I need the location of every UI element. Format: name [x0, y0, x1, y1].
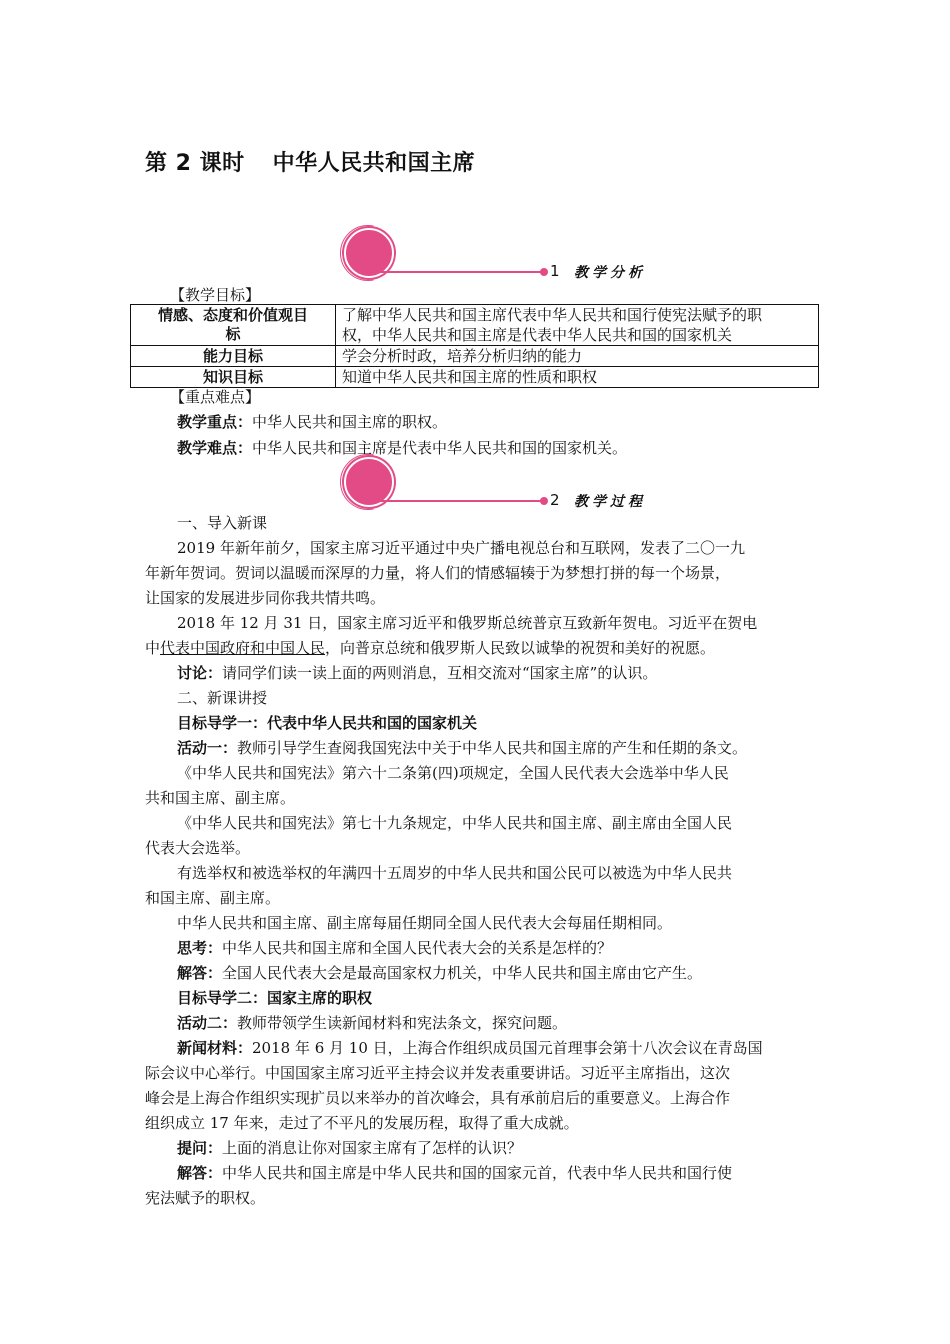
hard-point-text: 中华人民共和国主席是代表中华人民共和国的国家机关。 [252, 439, 628, 457]
answer-label: 解答： [177, 964, 223, 982]
section-header-process [340, 457, 660, 517]
activity-1 [177, 735, 842, 761]
table-row [131, 346, 819, 367]
goal-key: 能力目标 [131, 346, 336, 367]
activity-label: 活动一： [177, 739, 238, 757]
paragraph-line: 有选举权和被选举权的年满四十五周岁的中华人民共和国公民可以被选为中华人民共 [177, 864, 733, 882]
goal-value-line: 了解中华人民共和国主席代表中华人民共和国行使宪法赋予的职 [342, 306, 763, 324]
goal-key: 情感、态度和价值观目 标 [131, 305, 336, 346]
answer-text: 中华人民共和国主席是中华人民共和国的国家元首，代表中华人民共和国行使 [222, 1164, 733, 1182]
paragraph-line [145, 635, 810, 661]
goal-key: 知识目标 [131, 367, 336, 388]
key-point-label: 教学重点： [177, 413, 253, 431]
new-lesson-heading: 二、新课讲授 [177, 689, 268, 707]
paragraph-line: 《中华人民共和国宪法》第六十二条第(四)项规定，全国人民代表大会选举中华人民 [177, 764, 729, 782]
thinking-text: 中华人民共和国主席和全国人民代表大会的关系是怎样的？ [222, 939, 613, 957]
hard-point-label: 教学难点： [177, 439, 253, 457]
discussion-text: 请同学们读一读上面的两则消息，互相交流对“国家主席”的认识。 [222, 664, 658, 682]
intro-heading: 一、导入新课 [177, 514, 268, 532]
paragraph-line: 2019 年新年前夕，国家主席习近平通过中央广播电视总台和互联网，发表了二〇一九 [177, 539, 745, 557]
activity-text: 教师带领学生读新闻材料和宪法条文，探究问题。 [237, 1014, 568, 1032]
activity-label: 活动二： [177, 1014, 238, 1032]
thinking-label: 思考： [177, 939, 223, 957]
paragraph-line: 组织成立 17 年来，走过了不平凡的发展历程，取得了重大成就。 [145, 1114, 579, 1132]
key-point [177, 409, 842, 435]
question [177, 1135, 842, 1161]
section-number: 2 [550, 491, 560, 509]
answer-text: 全国人民代表大会是最高国家权力机关，中华人民共和国主席由它产生。 [222, 964, 703, 982]
table-row [131, 305, 819, 346]
section-header-analysis [340, 228, 660, 288]
header-dot-icon [540, 268, 548, 276]
discussion [177, 660, 842, 686]
page-title [145, 146, 475, 177]
keypoints-heading: 【重点难点】 [170, 388, 261, 406]
paragraph-line: 2018 年 12 月 31 日，国家主席习近平和俄罗斯总统普京互致新年贺电。习近平在贺电 [177, 614, 758, 632]
underlined-phrase: 代表中国政府和中国人民 [160, 639, 326, 657]
answer-1 [177, 960, 842, 986]
goal-guide-1: 目标导学一：代表中华人民共和国的国家机关 [177, 714, 478, 732]
activity-text: 教师引导学生查阅我国宪法中关于中华人民共和国主席的产生和任期的条文。 [237, 739, 748, 757]
news-label: 新闻材料： [177, 1039, 253, 1057]
paragraph-line: 《中华人民共和国宪法》第七十九条规定，中华人民共和国主席、副主席由全国人民 [177, 814, 733, 832]
paragraph-line: 代表大会选举。 [145, 839, 251, 857]
goal-guide-2: 目标导学二：国家主席的职权 [177, 989, 373, 1007]
news-material [177, 1035, 842, 1061]
news-text: 2018 年 6 月 10 日，上海合作组织成员国元首理事会第十八次会议在青岛国 [252, 1039, 763, 1057]
key-point-text: 中华人民共和国主席的职权。 [252, 413, 448, 431]
discussion-label: 讨论： [177, 664, 223, 682]
section-label: 教学过程 [574, 494, 646, 510]
paragraph-line: 和国主席、副主席。 [145, 889, 281, 907]
paragraph-line: 际会议中心举行。中国国家主席习近平主持会议并发表重要讲话。习近平主席指出，这次 [145, 1064, 731, 1082]
header-line [370, 271, 544, 273]
thinking [177, 935, 842, 961]
paragraph-line: 中华人民共和国主席、副主席每届任期同全国人民代表大会每届任期相同。 [177, 914, 673, 932]
paragraph-line: 宪法赋予的职权。 [145, 1189, 266, 1207]
goal-value [336, 305, 819, 346]
text-span: ，向普京总统和俄罗斯人民致以诚挚的祝贺和美好的祝愿。 [325, 639, 716, 657]
goal-value: 知道中华人民共和国主席的性质和职权 [336, 367, 819, 388]
header-dot-icon [540, 497, 548, 505]
paragraph-line: 共和国主席、副主席。 [145, 789, 296, 807]
answer-label: 解答： [177, 1164, 223, 1182]
text-span: 中 [145, 639, 161, 657]
section-number: 1 [550, 262, 560, 280]
goal-value: 学会分析时政，培养分析归纳的能力 [336, 346, 819, 367]
question-label: 提问： [177, 1139, 223, 1157]
answer-2 [177, 1160, 842, 1186]
question-text: 上面的消息让你对国家主席有了怎样的认识？ [222, 1139, 523, 1157]
section-label: 教学分析 [574, 265, 646, 281]
paragraph-line: 年新年贺词。贺词以温暖而深厚的力量，将人们的情感辐辏于为梦想打拼的每一个场景， [145, 564, 731, 582]
lesson-name: 中华人民共和国主席 [272, 151, 476, 176]
goals-table [130, 304, 819, 388]
header-line [370, 500, 544, 502]
activity-2 [177, 1010, 842, 1036]
paragraph-line: 让国家的发展进步同你我共情共鸣。 [145, 589, 386, 607]
lesson-number: 第 2 课时 [145, 151, 245, 176]
paragraph-line: 峰会是上海合作组织实现扩员以来举办的首次峰会，具有承前启后的重要意义。上海合作 [145, 1089, 731, 1107]
goals-heading: 【教学目标】 [170, 286, 261, 304]
goal-value-line: 权，中华人民共和国主席是代表中华人民共和国的国家机关 [342, 326, 733, 344]
